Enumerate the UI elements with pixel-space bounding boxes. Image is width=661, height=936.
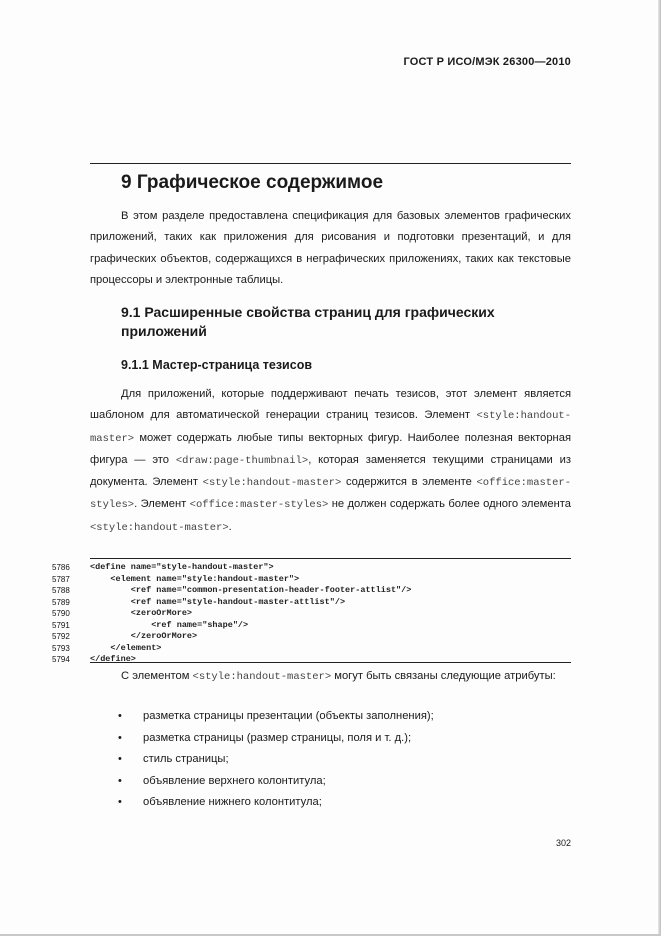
bullet-icon: • [118,731,122,744]
line-number: 5791 [52,620,70,630]
bullet-icon: • [118,753,122,766]
intro-paragraph [90,206,571,291]
code-text: <zeroOrMore> [90,608,193,618]
code-line [52,585,572,597]
section-title: 9 Графическое содержимое [121,172,384,193]
line-number: 5788 [52,586,70,595]
desc-text-3: , которая заменяется текущими страницами из документа. Элемент [90,453,571,489]
desc-text-5: . Элемент [134,498,190,511]
desc-text-6: не должен содержать более одного элемента [328,498,571,511]
list-item-text: разметка страницы (размер страницы, поля и т. д.); [143,731,412,744]
list-item-text: объявление нижнего колонтитула; [143,796,322,809]
code-line [52,597,572,609]
header-rule [90,163,571,164]
code-text: <element name="style:handout-master"> [90,573,300,584]
list-item-text: разметка страницы презентации (объекты заполнения); [143,710,434,722]
intro-text: В этом разделе предоставлена спецификация для базовых элементов графических приложений, таких как приложения для рисования и подготовки презентаций, и для графических объектов, содержащихся в неграфических приложениях, таких как текстовые процессоры и электронные таблицы. [90,210,571,286]
attributes-paragraph [90,666,571,688]
desc-code-5: <office:master-styles> [189,499,329,512]
code-line [52,654,572,666]
list-item-text: объявление верхнего колонтитула; [143,774,326,787]
code-line [52,643,572,655]
list-item [118,771,568,793]
running-header: ГОСТ Р ИСО/МЭК 26300—2010 [403,56,571,68]
attrs-text-2: могут быть связаны следующие атрибуты: [331,670,556,682]
code-line [52,631,572,643]
desc-text-1: Для приложений, которые поддерживают печать тезисов, этот элемент является шаблоном для автоматической генерации страниц тезисов. Элемент [90,388,571,422]
code-top-rule [90,558,571,559]
desc-code-2: <draw:page-thumbnail> [175,454,309,467]
line-number: 5787 [52,574,70,584]
code-line [52,620,572,632]
code-text: </zeroOrMore> [90,631,198,641]
bullet-icon: • [118,796,122,809]
line-number: 5793 [52,643,70,653]
code-bottom-rule [90,662,571,663]
desc-code-3: <style:handout-master> [202,477,342,490]
code-line [52,608,572,620]
code-text: <define name="style-handout-master"> [90,562,274,572]
bullet-icon: • [118,774,122,787]
subsection-title: 9.1 Расширенные свойства страниц для графических приложений [121,304,495,339]
code-text: </element> [90,642,162,653]
line-number: 5792 [52,632,70,641]
list-item [118,749,568,771]
desc-code-1: <style:handout-master> [90,410,571,445]
desc-text-2: может содержать любые типы векторных фигур. Наиболее полезная векторная фигура — это [90,431,571,466]
line-number: 5794 [52,655,70,664]
code-text: </define> [90,654,136,664]
description-paragraph [90,384,571,539]
code-line [52,574,572,586]
bullet-icon: • [118,710,122,722]
line-number: 5786 [52,563,70,572]
code-text: <ref name="shape"/> [90,619,249,630]
list-item [118,706,568,728]
desc-code-4: <office:master-styles> [90,477,571,512]
list-item [118,728,568,750]
attribute-list [118,706,568,814]
page-number: 302 [555,838,571,848]
desc-text-4: содержится в элементе [341,476,477,489]
code-line [52,562,572,574]
attrs-text-1: С элементом [121,670,193,682]
code-text: <ref name="common-presentation-header-footer-attlist"/> [90,585,412,595]
line-number: 5790 [52,609,70,618]
code-text: <ref name="style-handout-master-attlist"/> [90,596,346,607]
desc-code-6: <style:handout-master> [90,521,229,534]
line-number: 5789 [52,597,70,607]
code-listing [52,562,572,666]
list-item [118,792,568,814]
desc-text-7: . [228,520,232,533]
list-item-text: стиль страницы; [143,753,229,766]
subsubsection-title: 9.1.1 Мастер-страница тезисов [121,358,313,372]
attrs-code-1: <style:handout-master> [192,671,332,683]
